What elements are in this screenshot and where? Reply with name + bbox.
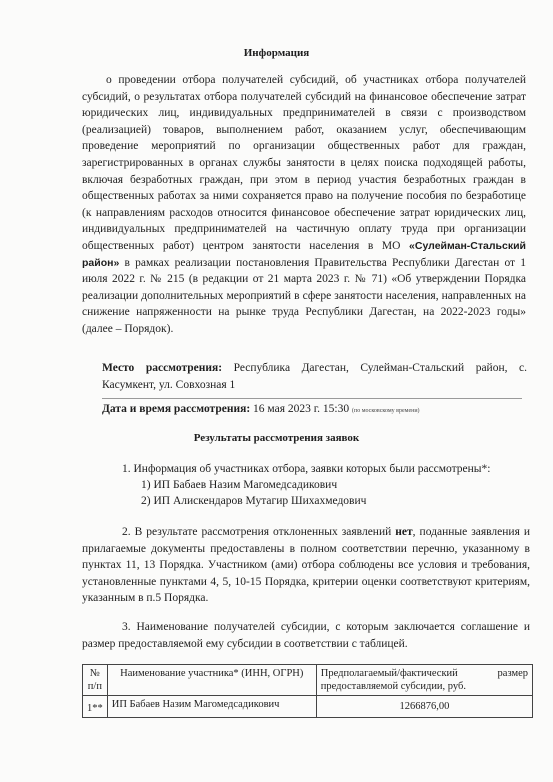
place-label: Место рассмотрения: xyxy=(102,362,223,374)
section-1-text: 1. Информация об участниках отбора, заявки которых были рассмотрены*: xyxy=(122,463,491,475)
participants-list xyxy=(141,478,366,509)
table-row xyxy=(83,696,533,718)
section-2-text-continued: , поданные заявления и прилагаемые документы предоставлены в полном соответствии перечню, указанному в пунктах 11, 13 Порядка. Участником (ами) отбора соблюдены все условия и требования, установленные пунктами 4, 5, 10-15 Порядка, критерии оценки соответствуют критериям, указанным в п.5 Порядка. xyxy=(82,526,531,605)
column-header-number: № п/п xyxy=(83,665,108,696)
results-heading: Результаты рассмотрения заявок xyxy=(193,432,360,444)
column-header-participant: Наименование участника* (ИНН, ОГРН) xyxy=(107,665,316,696)
table-header-row xyxy=(83,665,533,696)
date-label: Дата и время рассмотрения: xyxy=(102,403,251,415)
table-cell-number: 1** xyxy=(83,696,108,718)
date-value: 16 мая 2023 г. 15:30 xyxy=(253,403,350,415)
column-header-amount: Предполагаемый/фактический размер предоставляемой субсидии, руб. xyxy=(316,665,532,696)
municipality-name: «Сулейман-Стальский район» xyxy=(82,239,526,269)
list-item: 1) ИП Бабаев Назим Магомедсадикович xyxy=(141,479,338,491)
intro-paragraph xyxy=(82,72,526,338)
section-2-text: 2. В результате рассмотрения отклоненных заявлений xyxy=(122,526,392,538)
place-value: Республика Дагестан, Сулейман-Стальский район, с. Касумкент, ул. Совхозная 1 xyxy=(102,362,527,391)
place-of-review xyxy=(102,360,527,393)
intro-text: о проведении отбора получателей субсидий, об участниках отбора получателей субсидий, о результатах отбора получателей субсидий на финансовое обеспечение затрат юридических лиц, индивидуальных предпринимателей в связи с производством (реализацией) товаров, выполнением работ, оказанием услуг, обеспечивающим проведение мероприятий по организации общественных работ для граждан, зарегистрированных в органах службы занятости в целях поиска подходящей работы, включая безработных граждан, при этом в период участия безработных граждан в общественных работах за ними сохраняется право на получение пособия по безработице (к направлениям расходов относится финансовое обеспечение затрат юридических лиц, индивидуальных предпринимателей на частичную оплату труда при организации общественных работ) центром занятости населения в МО xyxy=(82,74,526,252)
section-3-paragraph: 3. Наименование получателей субсидии, с которым заключается соглашение и размер предоставляемой ему субсидии в соответствии с таблицей. xyxy=(82,621,530,650)
review-date xyxy=(102,401,527,420)
date-note: (по московскому времени) xyxy=(352,408,420,414)
table-cell-amount: 1266876,00 xyxy=(316,696,532,718)
divider-line xyxy=(102,398,522,399)
list-item: 2) ИП Алискендаров Мутагир Шихахмедович xyxy=(141,494,367,507)
intro-text-continued: в рамках реализации постановления Правительства Республики Дагестан от 1 июля 2022 г. № 215 (в редакции от 21 марта 2023 г. № 71) «Об утверждении Порядка реализации дополнительных мероприятий в сфере занятости населения, направленных на снижение напряженности на рынке труда Республики Дагестан, на 2022-2023 годы» (далее – Порядок). xyxy=(82,256,527,335)
document-title: Информация xyxy=(243,47,310,59)
section-2-paragraph xyxy=(82,524,530,607)
rejected-count: нет xyxy=(395,526,413,538)
subsidy-table xyxy=(82,664,533,718)
table-cell-participant: ИП Бабаев Назим Магомедсадикович xyxy=(107,696,316,718)
